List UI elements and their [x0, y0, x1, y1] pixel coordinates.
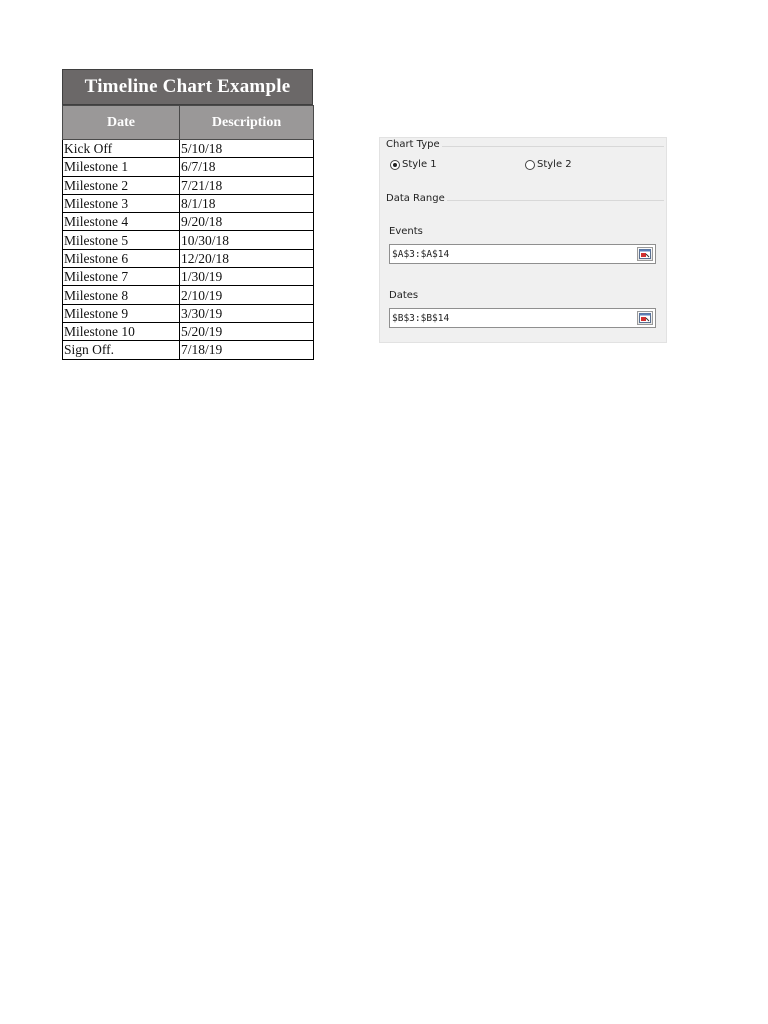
- table-row: [63, 140, 314, 158]
- collapse-dialog-range-icon: [639, 249, 651, 259]
- radio-selected-icon[interactable]: [390, 160, 400, 170]
- timeline-table-container: [62, 69, 313, 360]
- table-row: [63, 213, 314, 231]
- cell-date[interactable]: Milestone 9: [63, 304, 180, 322]
- timeline-table: [62, 105, 314, 360]
- cell-date[interactable]: Milestone 1: [63, 158, 180, 176]
- radio-unselected-icon[interactable]: [525, 160, 535, 170]
- cell-description[interactable]: 5/20/19: [180, 322, 314, 340]
- cell-description[interactable]: 6/7/18: [180, 158, 314, 176]
- chart-type-group-label: Chart Type: [386, 139, 440, 150]
- column-header-date: Date: [63, 106, 180, 140]
- cell-date[interactable]: Milestone 3: [63, 194, 180, 212]
- cell-description[interactable]: 7/18/19: [180, 341, 314, 359]
- dates-range-field: [389, 308, 656, 328]
- table-row: [63, 286, 314, 304]
- table-row: [63, 194, 314, 212]
- dates-label: Dates: [389, 290, 419, 301]
- radio-style-1-label: Style 1: [402, 159, 437, 170]
- events-range-input[interactable]: [390, 246, 637, 262]
- dates-range-input[interactable]: [390, 310, 637, 326]
- dates-range-selector-button[interactable]: [637, 311, 653, 325]
- radio-style-2[interactable]: [525, 159, 572, 170]
- radio-style-1[interactable]: [390, 159, 437, 170]
- cell-description[interactable]: 3/30/19: [180, 304, 314, 322]
- table-row: [63, 249, 314, 267]
- collapse-dialog-range-icon: [639, 313, 651, 323]
- cell-date[interactable]: Milestone 5: [63, 231, 180, 249]
- radio-style-2-label: Style 2: [537, 159, 572, 170]
- table-title: Timeline Chart Example: [62, 69, 313, 105]
- cell-description[interactable]: 1/30/19: [180, 268, 314, 286]
- cell-description[interactable]: 10/30/18: [180, 231, 314, 249]
- column-header-description: Description: [180, 106, 314, 140]
- table-row: [63, 268, 314, 286]
- cell-date[interactable]: Milestone 6: [63, 249, 180, 267]
- cell-description[interactable]: 12/20/18: [180, 249, 314, 267]
- cell-date[interactable]: Milestone 7: [63, 268, 180, 286]
- data-range-group-divider: [438, 200, 664, 201]
- events-label: Events: [389, 226, 423, 237]
- chart-type-group-divider: [432, 146, 664, 147]
- cell-date[interactable]: Milestone 8: [63, 286, 180, 304]
- events-range-field: [389, 244, 656, 264]
- table-row: [63, 158, 314, 176]
- cell-date[interactable]: Kick Off: [63, 140, 180, 158]
- table-row: [63, 176, 314, 194]
- cell-date[interactable]: Milestone 10: [63, 322, 180, 340]
- cell-date[interactable]: Milestone 4: [63, 213, 180, 231]
- cell-description[interactable]: 8/1/18: [180, 194, 314, 212]
- events-range-selector-button[interactable]: [637, 247, 653, 261]
- table-header-row: [63, 106, 314, 140]
- cell-date[interactable]: Sign Off.: [63, 341, 180, 359]
- table-row: [63, 304, 314, 322]
- table-row: [63, 231, 314, 249]
- table-body: [63, 140, 314, 360]
- table-row: [63, 322, 314, 340]
- cell-description[interactable]: 2/10/19: [180, 286, 314, 304]
- cell-date[interactable]: Milestone 2: [63, 176, 180, 194]
- cell-description[interactable]: 7/21/18: [180, 176, 314, 194]
- chart-options-panel: [379, 137, 667, 343]
- table-row: [63, 341, 314, 359]
- cell-description[interactable]: 5/10/18: [180, 140, 314, 158]
- cell-description[interactable]: 9/20/18: [180, 213, 314, 231]
- data-range-group-label: Data Range: [386, 193, 445, 204]
